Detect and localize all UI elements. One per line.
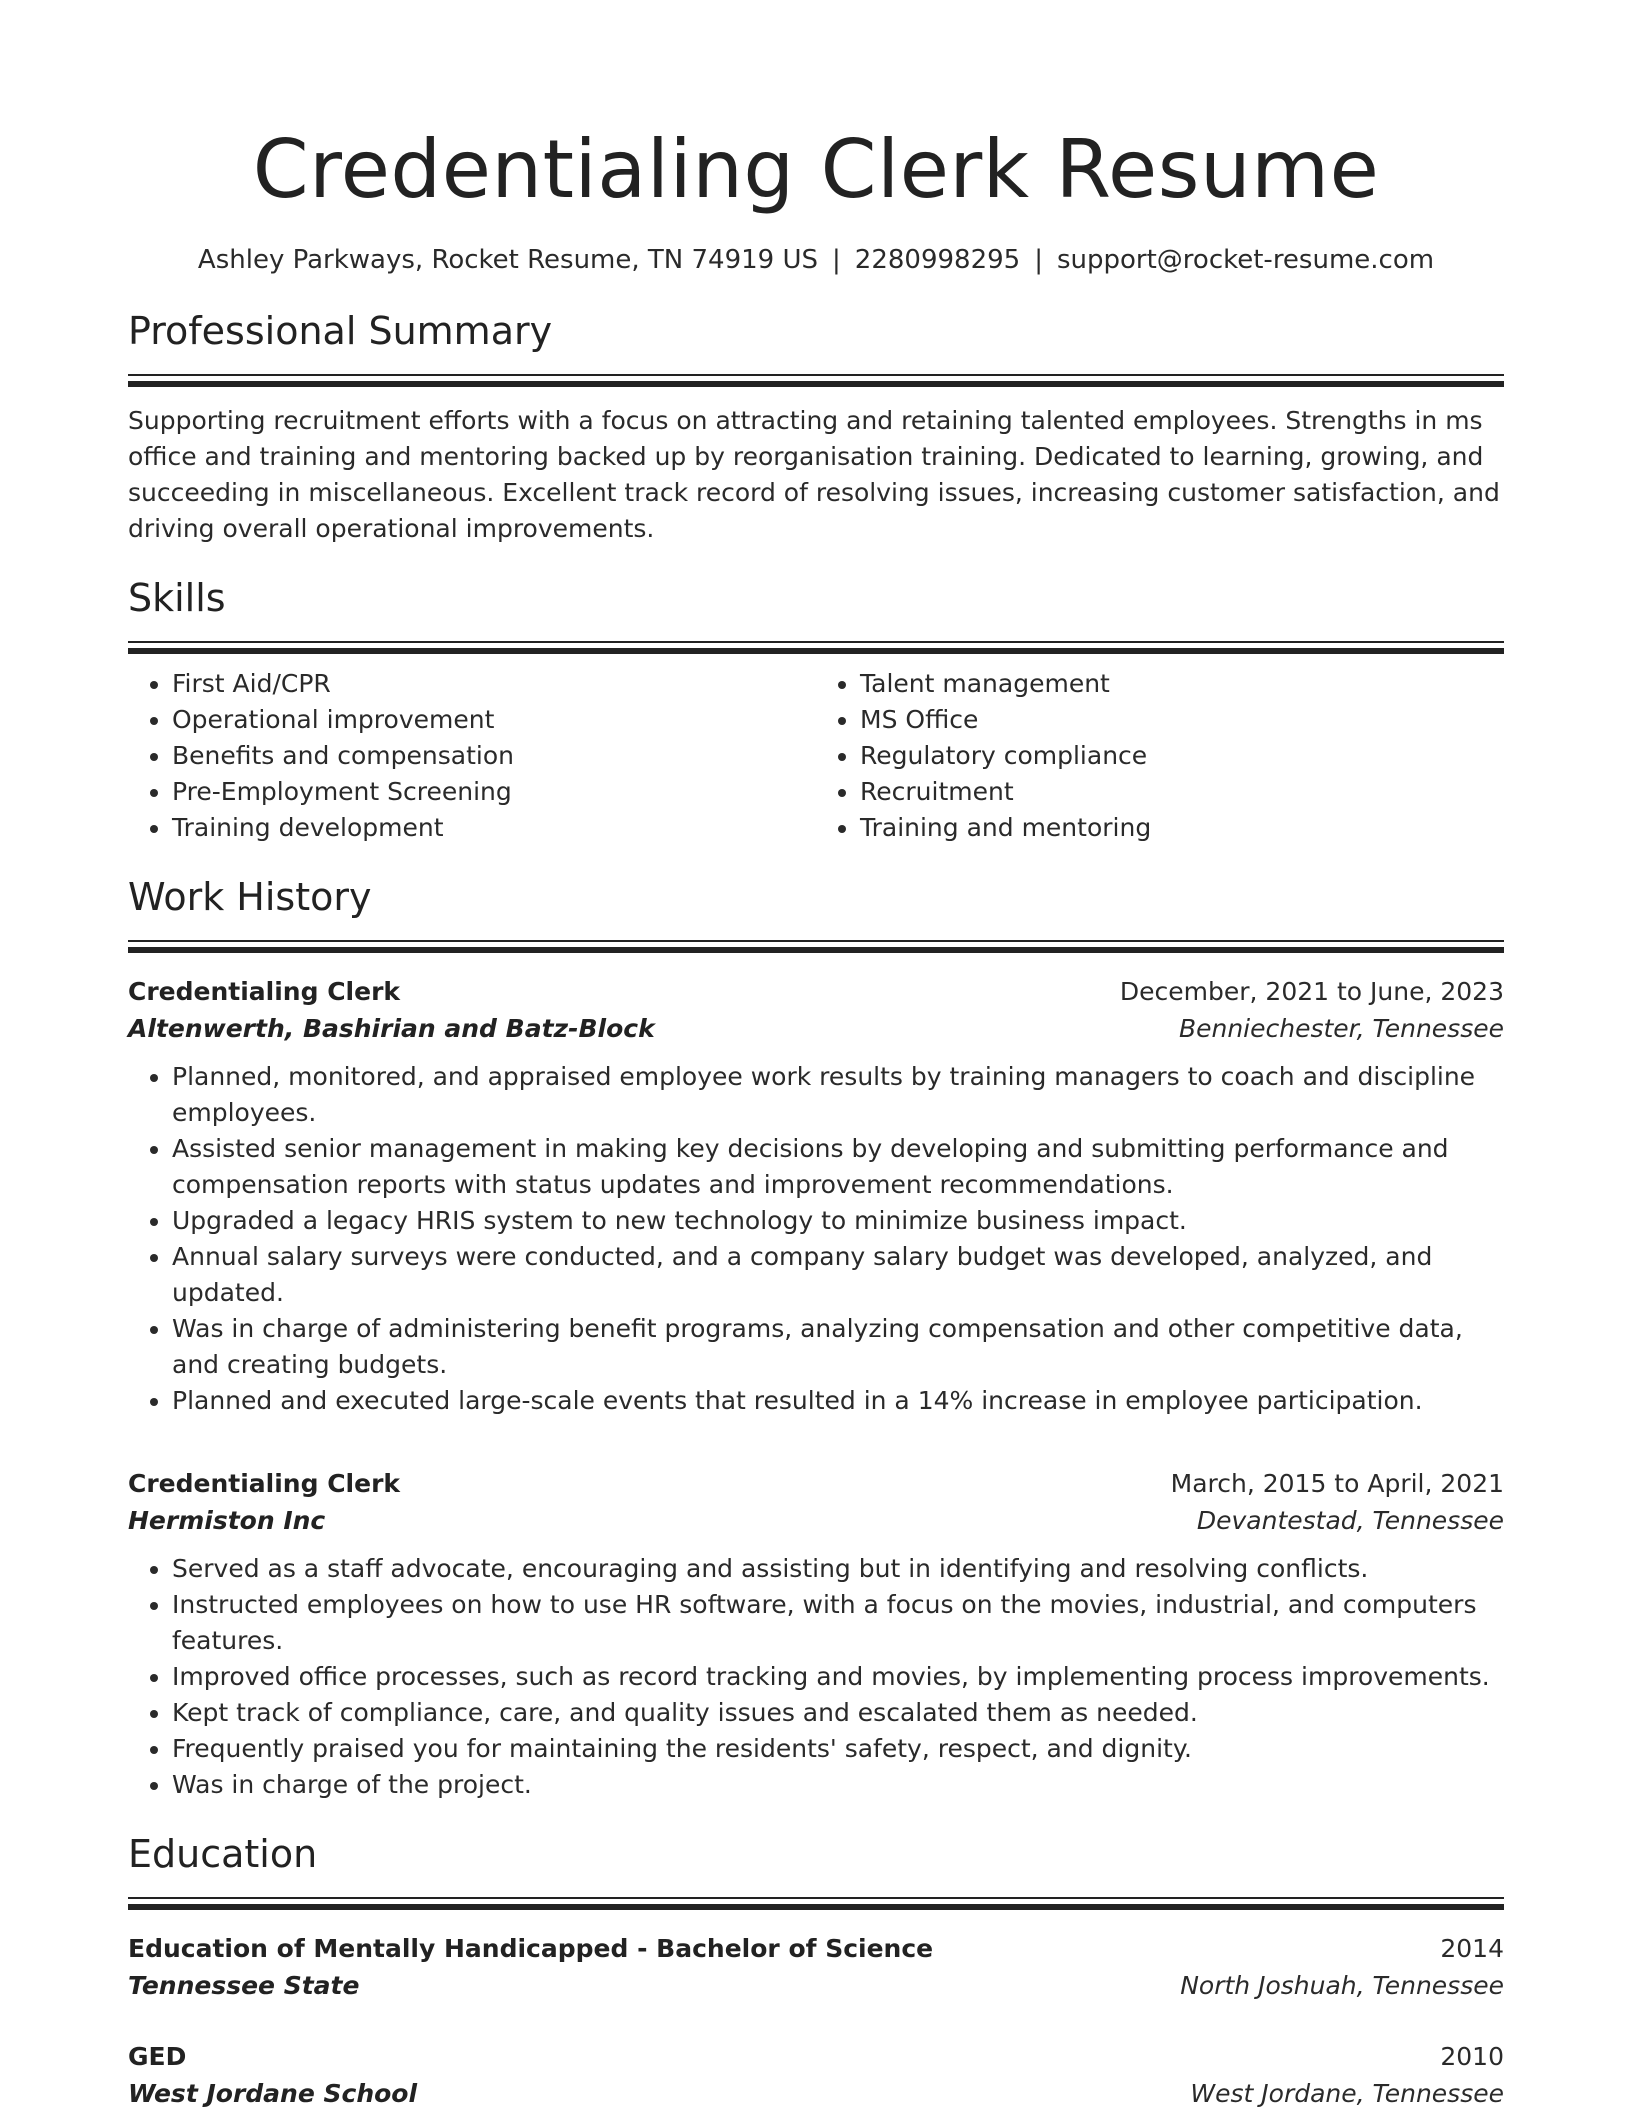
skill-item: • Training development bbox=[172, 810, 816, 846]
job-entry bbox=[128, 973, 1504, 1419]
contact-email: support@rocket-resume.com bbox=[1056, 245, 1435, 275]
job-bullets bbox=[128, 1551, 1504, 1803]
job-location: Devantestad, Tennessee bbox=[1196, 1506, 1504, 1535]
job-header-row bbox=[128, 1465, 1504, 1502]
education-location: North Joshuah, Tennessee bbox=[1180, 1971, 1504, 2000]
section-skills bbox=[128, 573, 1504, 846]
job-bullet: • Planned, monitored, and appraised employee work results by training managers to coach and discipline employees. bbox=[172, 1059, 1494, 1131]
job-bullet: • Annual salary surveys were conducted, and a company salary budget was developed, analyzed, and updated. bbox=[172, 1239, 1494, 1311]
job-bullet: • Instructed employees on how to use HR software, with a focus on the movies, industrial, and computers features. bbox=[172, 1587, 1494, 1659]
job-bullet: • Assisted senior management in making key decisions by developing and submitting performance and compensation reports with status updates and improvement recommendations. bbox=[172, 1131, 1494, 1203]
skill-item: • Talent management bbox=[860, 666, 1504, 702]
job-title: Credentialing Clerk bbox=[128, 977, 401, 1006]
job-bullet: • Was in charge of administering benefit programs, analyzing compensation and other competitive data, and creating budgets. bbox=[172, 1311, 1494, 1383]
education-year: 2010 bbox=[1440, 2042, 1504, 2071]
education-school: West Jordane School bbox=[128, 2079, 418, 2108]
skill-item: • Benefits and compensation bbox=[172, 738, 816, 774]
job-entry bbox=[128, 1465, 1504, 1803]
education-header-row bbox=[128, 2038, 1504, 2075]
job-company: Altenwerth, Bashirian and Batz-Block bbox=[128, 1014, 655, 1043]
job-bullet: • Frequently praised you for maintaining the residents' safety, respect, and dignity. bbox=[172, 1731, 1494, 1767]
summary-text: Supporting recruitment efforts with a focus on attracting and retaining talented employees. Strengths in ms office and training and mentoring backed up by reorganisation training. Dedicated to learning, growing, and succeeding in miscellaneous. Excellent track record of resolving issues, increasing customer satisfaction, and driving overall operational improvements. bbox=[128, 406, 1500, 543]
section-divider bbox=[128, 641, 1504, 654]
skill-item: • Recruitment bbox=[860, 774, 1504, 810]
job-dates: March, 2015 to April, 2021 bbox=[1170, 1469, 1504, 1498]
skills-list bbox=[128, 666, 1504, 846]
section-heading: Skills bbox=[128, 576, 226, 620]
job-bullet: • Upgraded a legacy HRIS system to new technology to minimize business impact. bbox=[172, 1203, 1494, 1239]
section-work-history bbox=[128, 872, 1504, 1803]
job-bullet: • Served as a staff advocate, encouraging and assisting but in identifying and resolving conflicts. bbox=[172, 1551, 1494, 1587]
section-heading: Education bbox=[128, 1832, 318, 1876]
skill-item: • MS Office bbox=[860, 702, 1504, 738]
section-professional-summary bbox=[128, 306, 1504, 547]
skill-item: • Operational improvement bbox=[172, 702, 816, 738]
skills-column-right bbox=[816, 666, 1504, 846]
section-divider bbox=[128, 374, 1504, 387]
skill-item: • Training and mentoring bbox=[860, 810, 1504, 846]
job-header-row bbox=[128, 973, 1504, 1010]
contact-separator: | bbox=[832, 245, 841, 275]
skills-column-left bbox=[128, 666, 816, 846]
education-year: 2014 bbox=[1440, 1934, 1504, 1963]
education-location: West Jordane, Tennessee bbox=[1190, 2079, 1504, 2108]
job-bullet: • Kept track of compliance, care, and quality issues and escalated them as needed. bbox=[172, 1695, 1494, 1731]
skill-item: • First Aid/CPR bbox=[172, 666, 816, 702]
education-degree: GED bbox=[128, 2042, 187, 2071]
education-school-row bbox=[128, 1967, 1504, 2004]
contact-line bbox=[128, 242, 1504, 278]
education-entry bbox=[128, 2038, 1504, 2112]
section-education bbox=[128, 1829, 1504, 2112]
job-company: Hermiston Inc bbox=[128, 1506, 326, 1535]
job-bullet: • Planned and executed large-scale events that resulted in a 14% increase in employee participation. bbox=[172, 1383, 1494, 1419]
skill-item: • Pre-Employment Screening bbox=[172, 774, 816, 810]
contact-phone: 2280998295 bbox=[854, 245, 1021, 275]
education-school-row bbox=[128, 2075, 1504, 2112]
education-school: Tennessee State bbox=[128, 1971, 360, 2000]
job-location: Benniechester, Tennessee bbox=[1178, 1014, 1504, 1043]
job-bullet: • Improved office processes, such as record tracking and movies, by implementing process improvements. bbox=[172, 1659, 1494, 1695]
education-degree: Education of Mentally Handicapped - Bachelor of Science bbox=[128, 1934, 934, 1963]
job-dates: December, 2021 to June, 2023 bbox=[1119, 977, 1504, 1006]
contact-address: Ashley Parkways, Rocket Resume, TN 74919 US bbox=[197, 245, 819, 275]
section-divider bbox=[128, 940, 1504, 953]
job-company-row bbox=[128, 1010, 1504, 1047]
section-heading: Professional Summary bbox=[128, 309, 553, 353]
job-bullet: • Was in charge of the project. bbox=[172, 1767, 1494, 1803]
resume-title: Credentialing Clerk Resume bbox=[252, 123, 1380, 216]
education-entry bbox=[128, 1930, 1504, 2004]
job-bullets bbox=[128, 1059, 1504, 1419]
section-divider bbox=[128, 1897, 1504, 1910]
job-title: Credentialing Clerk bbox=[128, 1469, 401, 1498]
section-heading: Work History bbox=[128, 875, 372, 919]
skill-item: • Regulatory compliance bbox=[860, 738, 1504, 774]
education-header-row bbox=[128, 1930, 1504, 1967]
contact-separator: | bbox=[1034, 245, 1043, 275]
job-company-row bbox=[128, 1502, 1504, 1539]
